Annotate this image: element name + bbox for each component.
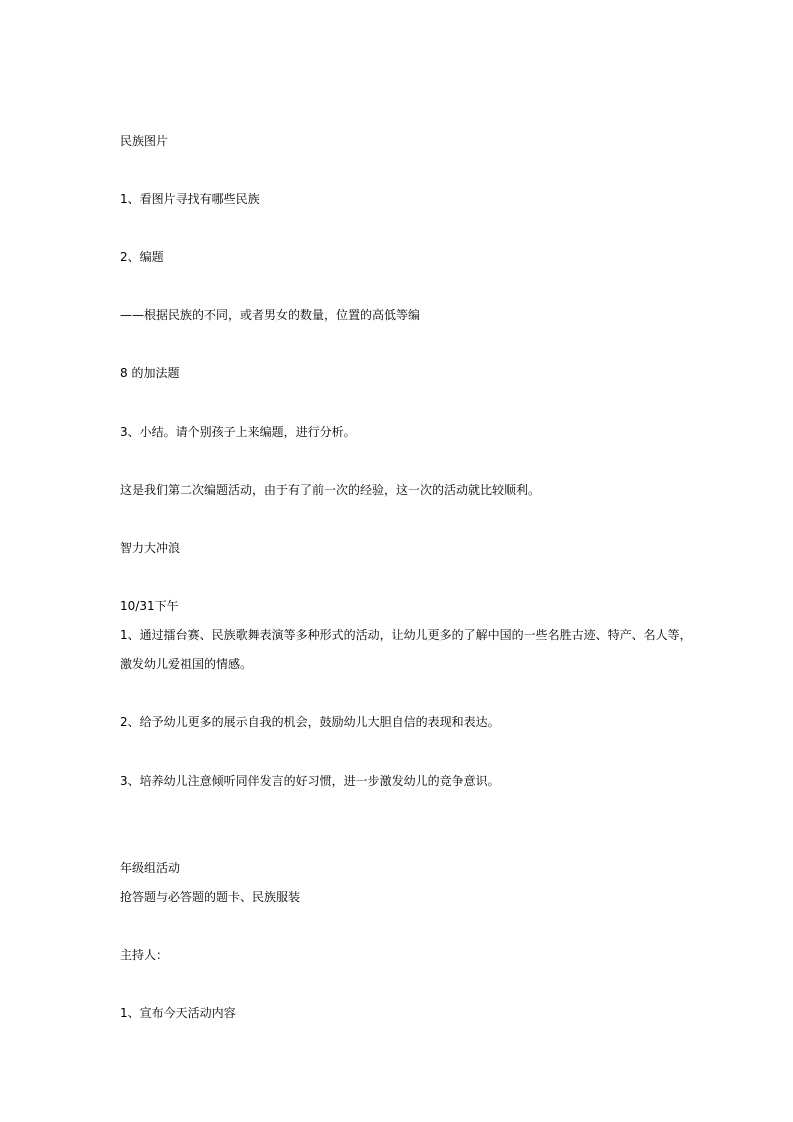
step-item: 2、编题 [120,250,164,264]
goal-item: 3、培养幼儿注意倾听同伴发言的好习惯，进一步激发幼儿的竞争意识。 [120,774,500,788]
paragraph-line: 主持人： [120,948,169,962]
paragraph-line: 这是我们第二次编题活动，由于有了前一次的经验，这一次的活动就比较顺利。 [120,483,541,497]
paragraph-line: 8 的加法题 [120,366,180,380]
goal-item: 1、通过擂台赛、民族歌舞表演等多种形式的活动，让幼儿更多的了解中国的一些名胜古迹、特产、名人等， [120,628,692,642]
step-item: 3、小结。请个别孩子上来编题，进行分析。 [120,425,356,439]
section-heading: 智力大冲浪 [120,541,181,555]
step-item: 1、看图片寻找有哪些民族 [120,192,260,206]
date-line: 10/31下午 [120,599,179,613]
step-item: 1、宣布今天活动内容 [120,1006,236,1020]
paragraph-line: 激发幼儿爱祖国的情感。 [120,657,253,671]
goal-item: 2、给予幼儿更多的展示自我的机会，鼓励幼儿大胆自信的表现和表达。 [120,715,500,729]
section-heading: 年级组活动 [120,861,181,875]
paragraph-line: ——根据民族的不同，或者男女的数量，位置的高低等编 [120,308,421,322]
paragraph-line: 抢答题与必答题的题卡、民族服装 [120,890,301,904]
section-heading: 民族图片 [120,134,169,148]
